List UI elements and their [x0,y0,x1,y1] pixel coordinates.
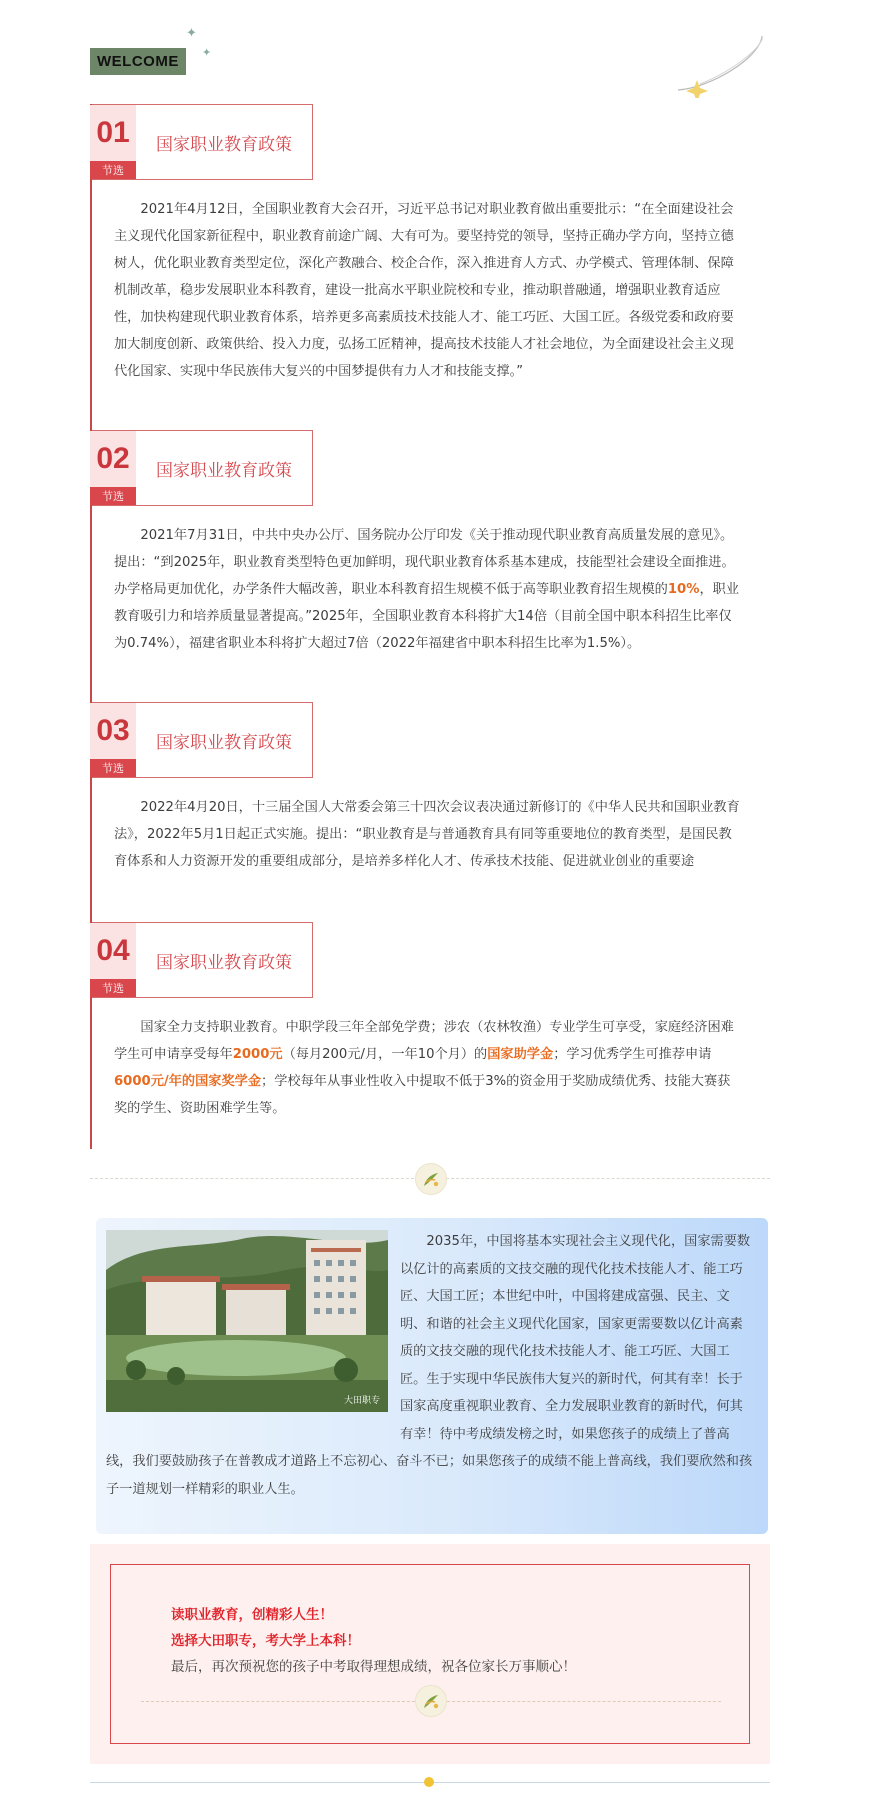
highlight-text: 6000元/年的国家奖学金 [114,1074,262,1089]
policy-sections [90,104,772,1149]
footer-dot-icon [424,1777,434,1787]
body-text: 2021年7月31日，中共中央办公厅、国务院办公厅印发《关于推动现代职业教育高质量发展的意见》。提出：“到2025年，职业教育类型特色更加鲜明，现代职业教育体系基本建成，技能型社会建设全面推进。办学格局更加优化，办学条件大幅改善，职业本科教育招生规模不低于高等职业教育招生规模的 [114,528,735,597]
closing-message: 最后，再次预祝您的孩子中考取得理想成绩，祝各位家长万事顺心！ [171,1659,576,1675]
promo-paragraph: 2035年，中国将基本实现社会主义现代化，国家需要数以亿计的高素质的文技交融的现代化技术技能人才、能工巧匠、大国工匠；本世纪中叶，中国将建成富强、民主、文明、和谐的社会主义现代化国家，国家更需要数以亿计高素质的文技交融的现代化技术技能人才、能工巧匠、大国工匠。生于实现中华民族伟大复兴的新时代，何其有幸！长于国家高度重视职业教育、全力发展职业教育的新时代，何其有幸！待中考成绩发榜之时，如果您孩子的成绩上了普高线，我们要鼓励孩子在普教成才道路上不忘初心、奋斗不已；如果您孩子的成绩不能上普高线，我们要欣然和孩子一道规划一样精彩的职业人生。 [106,1234,753,1497]
section-header-4 [92,922,313,998]
body-text: ；学习优秀学生可推荐申请 [553,1047,712,1062]
welcome-badge: WELCOME [90,48,186,75]
section-title: 国家职业教育政策 [156,134,292,155]
section-body-4 [114,1014,742,1122]
section-tag: 节选 [90,161,136,179]
section-number: 02 [90,431,136,487]
section-body-3: 2022年4月20日，十三届全国人大常委会第三十四次会议表决通过新修订的《中华人民共和国职业教育法》，2022年5月1日起正式实施。提出：“职业教育是与普通教育具有同等重要地位的教育类型，是国民教育体系和人力资源开发的重要组成部分，是培养多样化人才、传承技术技能、促进就业创业的重要途 [114,800,740,869]
section-tag: 节选 [90,759,136,777]
section-header-3 [92,702,313,778]
promo-block [96,1218,768,1534]
closing-card [90,1544,770,1764]
orbit-decoration-icon [670,28,770,98]
highlight-text: 2000元 [232,1047,283,1062]
section-header-1 [92,104,313,180]
section-tag: 节选 [90,979,136,997]
highlight-text: 国家助学金 [487,1047,554,1062]
photo-spacer [106,1228,400,1424]
section-number: 04 [90,923,136,979]
section-tag: 节选 [90,487,136,505]
body-text: （每月200元/月，一年10个月）的 [282,1047,488,1062]
body-text: ；学校每年从事业性收入中提取不低于3%的资金用于奖励成绩优秀、技能大赛获奖的学生、资助困难学生等。 [114,1074,731,1116]
leaf-emblem-icon [415,1685,447,1717]
photo-watermark: 大田职专 [343,1396,380,1406]
section-body-1: 2021年4月12日，全国职业教育大会召开，习近平总书记对职业教育做出重要批示：“在全面建设社会主义现代化国家新征程中，职业教育前途广阔、大有可为。要坚持党的领导，坚持正确办学方向，坚持立德树人，优化职业教育类型定位，深化产教融合、校企合作，深入推进育人方式、办学模式、管理体制、保障机制改革，稳步发展职业本科教育，建设一批高水平职业院校和专业，推动职普融通，增强职业教育适应性，加快构建现代职业教育体系，培养更多高素质技术技能人才、能工巧匠、大国工匠。各级党委和政府要加大制度创新、政策供给、投入力度，弘扬工匠精神，提高技术技能人才社会地位，为全面建设社会主义现代化国家、实现中华民族伟大复兴的中国梦提供有力人才和技能支撑。” [114,202,734,379]
leaf-emblem-icon [415,1163,447,1195]
section-number: 03 [90,703,136,759]
highlight-text: 10% [667,582,700,597]
body-text: ，职业教育吸引力和培养质量显著提高。”2025年，全国职业教育本科将扩大14倍（目前全国中职本科招生比率仅为0.74%），福建省职业本科将扩大超过7倍（2022年福建省中职本科招生比率为1.5%）。 [114,582,740,651]
section-header-2 [92,430,313,506]
sparkle-icon: ✦ [202,46,212,59]
section-number: 01 [90,105,136,161]
section-title: 国家职业教育政策 [156,732,292,753]
slogan-line-2: 选择大田职专，考大学上本科！ [171,1633,360,1649]
section-title: 国家职业教育政策 [156,952,292,973]
section-body-2 [114,522,742,657]
section-title: 国家职业教育政策 [156,460,292,481]
sparkle-icon: ✦ [186,26,197,41]
closing-frame [110,1564,750,1744]
slogan-line-1: 读职业教育，创精彩人生！ [171,1607,333,1623]
body-text: 国家全力支持职业教育。中职学段三年全部免学费；涉农（农林牧渔）专业学生可享受，家庭经济困难学生可申请享受每年 [114,1020,734,1062]
promo-text [106,1228,756,1503]
